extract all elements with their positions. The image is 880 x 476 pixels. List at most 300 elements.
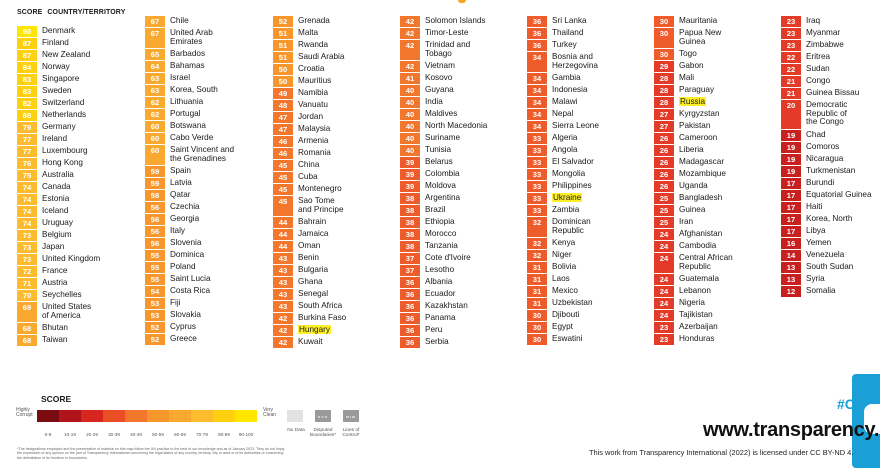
country-name-text: Poland — [170, 262, 196, 272]
country-row — [273, 229, 346, 240]
disputed-swatch — [315, 410, 331, 422]
country-name — [420, 145, 451, 155]
country-name — [674, 193, 722, 203]
country-row — [781, 16, 872, 27]
country-row — [273, 337, 346, 348]
country-name-text: Iran — [679, 217, 694, 227]
country-row — [273, 88, 346, 99]
score-badge: 17 — [781, 202, 801, 213]
country-row — [273, 265, 346, 276]
country-name-text: Guatemala — [679, 274, 720, 284]
country-name-text: Djibouti — [552, 310, 580, 320]
score-badge: 23 — [781, 28, 801, 39]
country-name-text: Cambodia — [679, 241, 717, 251]
country-name — [674, 85, 714, 95]
country-name-text: Bahrain — [298, 217, 327, 227]
score-badge: 63 — [145, 85, 165, 96]
country-name-text: Serbia — [425, 337, 449, 347]
score-badge: 36 — [400, 301, 420, 312]
country-row — [17, 86, 100, 97]
country-name — [293, 337, 323, 347]
score-badge: 44 — [273, 241, 293, 252]
score-badge: 52 — [145, 322, 165, 333]
country-name — [37, 206, 68, 216]
country-name — [674, 157, 724, 167]
country-name-text: Niger — [552, 250, 572, 260]
country-row — [527, 109, 599, 120]
country-name-text: Thailand — [552, 28, 584, 37]
country-row — [527, 262, 599, 273]
score-badge: 36 — [400, 313, 420, 324]
country-name-text: Slovenia — [170, 238, 202, 248]
country-name — [547, 73, 581, 83]
country-row — [527, 310, 599, 321]
country-row — [273, 172, 346, 183]
score-badge: 59 — [145, 178, 165, 189]
country-name — [37, 146, 88, 156]
country-name-text: United States of America — [42, 302, 92, 320]
country-row — [654, 274, 733, 285]
country-row — [654, 16, 733, 27]
country-name — [293, 325, 331, 335]
country-name-text: Azerbaijan — [679, 322, 718, 332]
score-badge: 32 — [527, 238, 547, 249]
country-name — [37, 134, 67, 144]
country-row — [654, 133, 733, 144]
country-row — [17, 230, 100, 241]
country-name — [293, 241, 320, 251]
score-badge: 44 — [273, 217, 293, 228]
country-row — [145, 310, 234, 321]
country-name-text: Luxembourg — [42, 146, 88, 155]
score-badge: 45 — [273, 172, 293, 183]
country-name — [420, 85, 454, 95]
score-badge: 83 — [17, 86, 37, 97]
country-row — [145, 133, 234, 144]
score-badge: 43 — [273, 277, 293, 288]
country-name-text: Panama — [425, 313, 456, 323]
country-name-text: Brazil — [425, 205, 446, 215]
country-row — [781, 202, 872, 213]
country-name-text: El Salvador — [552, 157, 594, 167]
score-badge: 43 — [273, 301, 293, 312]
country-name-text: Bolivia — [552, 262, 577, 272]
country-row — [527, 181, 599, 192]
country-name-text: Tanzania — [425, 241, 458, 251]
score-badge: 37 — [400, 265, 420, 276]
country-name — [674, 133, 717, 143]
country-name — [37, 110, 86, 120]
country-name-text: Germany — [42, 122, 76, 131]
country-row — [400, 40, 487, 60]
country-name — [801, 16, 820, 26]
country-name-text: Belgium — [42, 230, 72, 239]
score-badge: 17 — [781, 190, 801, 201]
score-badge: 68 — [17, 323, 37, 334]
country-name-text: Latvia — [170, 178, 192, 188]
legend-color-scale — [37, 410, 257, 422]
country-name-text: Argentina — [425, 193, 461, 203]
country-name-text: Taiwan — [42, 335, 68, 345]
country-name — [420, 217, 455, 227]
country-name — [801, 190, 872, 200]
country-row — [145, 28, 234, 48]
score-badge: 65 — [145, 49, 165, 60]
country-row — [145, 49, 234, 60]
country-row — [654, 286, 733, 297]
score-badge: 42 — [400, 61, 420, 72]
country-name — [801, 250, 844, 260]
country-name-text: Saint Vincent and the Grenadines — [170, 145, 235, 163]
country-name-text: Zambia — [552, 205, 580, 215]
country-name — [293, 217, 326, 227]
country-name-text: Turkmenistan — [806, 165, 856, 175]
country-name — [420, 337, 449, 347]
score-badge: 43 — [273, 265, 293, 276]
country-name — [420, 16, 486, 26]
country-name — [293, 136, 329, 146]
country-name — [293, 289, 328, 299]
country-name — [37, 335, 68, 345]
country-row — [654, 109, 733, 120]
country-row — [145, 298, 234, 309]
score-badge: 38 — [400, 205, 420, 216]
country-row — [654, 49, 733, 60]
country-name — [420, 253, 471, 263]
country-name — [165, 97, 203, 107]
country-name — [293, 88, 328, 98]
country-row — [400, 133, 487, 144]
score-badge: 46 — [273, 136, 293, 147]
country-name — [37, 38, 69, 48]
score-badge: 36 — [527, 28, 547, 39]
legend-range-label: 90-100 — [238, 432, 254, 437]
country-row — [273, 289, 346, 300]
score-badge: 32 — [527, 250, 547, 261]
country-name-text: North Macedonia — [425, 121, 488, 131]
country-row — [400, 28, 487, 39]
country-row — [145, 166, 234, 177]
country-name-text: Romania — [298, 148, 331, 157]
country-row — [145, 178, 234, 189]
score-badge: 34 — [527, 73, 547, 84]
country-name — [801, 178, 834, 188]
country-name — [293, 265, 328, 275]
country-name — [674, 286, 711, 296]
country-row — [273, 124, 346, 135]
country-row — [17, 302, 100, 322]
score-badge: 79 — [17, 122, 37, 133]
country-name-text: Mozambique — [679, 169, 726, 179]
score-badge: 17 — [781, 214, 801, 225]
country-row — [527, 286, 599, 297]
country-row — [145, 121, 234, 132]
country-name-text: Mauritania — [679, 16, 718, 25]
country-name — [293, 196, 344, 214]
country-name — [674, 217, 693, 227]
country-name — [547, 334, 583, 344]
country-name — [801, 142, 839, 152]
score-badge: 22 — [781, 52, 801, 63]
country-name — [801, 214, 852, 224]
country-name — [420, 133, 460, 143]
country-name — [547, 109, 573, 119]
country-name-text: Albania — [425, 277, 453, 287]
country-name — [165, 121, 206, 131]
country-row — [17, 254, 100, 265]
country-row — [17, 38, 100, 49]
country-row — [145, 61, 234, 72]
disclaimer-text: *The designations employed and the presentation of material on this map follow the UN practice to the best of our knowledge and as of January 2023. They do not imply the expression of any opinion on the part of Transparency International concerning the legal status of any country, territory, city or area or of its authorities or concerning the delimitation of its frontiers or boundaries. — [17, 447, 285, 460]
country-row — [273, 112, 346, 123]
country-name — [37, 158, 83, 168]
country-row — [17, 62, 100, 73]
no-data-swatch — [287, 410, 303, 422]
country-name — [547, 205, 579, 215]
country-row — [145, 322, 234, 333]
score-badge: 50 — [273, 64, 293, 75]
country-name-text: Cyprus — [170, 322, 196, 332]
country-name-text: Laos — [552, 274, 570, 284]
country-name — [547, 52, 598, 70]
country-row — [527, 73, 599, 84]
score-badge: 52 — [145, 334, 165, 345]
score-badge: 63 — [145, 73, 165, 84]
country-name-text: Paraguay — [679, 85, 715, 95]
country-name — [293, 301, 342, 311]
country-name — [420, 229, 456, 239]
country-row — [400, 277, 487, 288]
country-row — [781, 214, 872, 225]
score-badge: 24 — [654, 286, 674, 297]
country-row — [400, 241, 487, 252]
country-row — [145, 145, 234, 165]
country-name — [674, 229, 722, 239]
country-name — [420, 28, 468, 38]
country-row — [273, 76, 346, 87]
score-badge: 75 — [17, 170, 37, 181]
score-badge: 23 — [654, 334, 674, 345]
score-badge: 38 — [400, 229, 420, 240]
country-name-text: Algeria — [552, 133, 578, 143]
country-row — [17, 194, 100, 205]
legend-range-label: 70-79 — [196, 432, 208, 437]
score-badge: 38 — [400, 241, 420, 252]
country-row — [17, 290, 100, 301]
country-name — [165, 73, 190, 83]
country-name — [674, 109, 720, 119]
country-row — [17, 278, 100, 289]
score-badge: 36 — [400, 337, 420, 348]
score-badge: 30 — [527, 322, 547, 333]
legend-range-label: 60-69 — [174, 432, 186, 437]
country-name — [420, 193, 460, 203]
country-row — [781, 166, 872, 177]
country-name — [547, 133, 578, 143]
country-name — [37, 278, 67, 288]
country-name — [420, 205, 445, 215]
country-name — [37, 74, 79, 84]
country-name — [165, 226, 185, 236]
country-name-text: Philippines — [552, 181, 592, 191]
country-name-text: Switzerland — [42, 98, 85, 107]
score-badge: 42 — [400, 40, 420, 60]
country-row — [273, 148, 346, 159]
country-name — [674, 169, 726, 179]
country-name-text: United Arab Emirates — [170, 28, 213, 46]
country-name-text: Turkey — [552, 40, 577, 49]
country-name-text: Netherlands — [42, 110, 87, 119]
legend-range-label: 10-19 — [64, 432, 76, 437]
score-badge: 55 — [145, 250, 165, 261]
country-name — [37, 62, 70, 72]
score-badge: 42 — [400, 28, 420, 39]
country-row — [527, 238, 599, 249]
country-name-text: Nepal — [552, 109, 574, 119]
country-row — [145, 226, 234, 237]
legend-swatch — [235, 410, 257, 422]
ranking-column — [781, 16, 872, 298]
score-badge: 59 — [145, 166, 165, 177]
country-name-text: South Africa — [298, 301, 343, 311]
country-name-text: Ethiopia — [425, 217, 455, 227]
country-row — [781, 178, 872, 189]
country-row — [400, 121, 487, 132]
score-badge: 13 — [781, 262, 801, 273]
country-row — [527, 193, 599, 204]
country-row — [17, 206, 100, 217]
country-row — [400, 85, 487, 96]
score-badge: 39 — [400, 181, 420, 192]
country-name-text: Sierra Leone — [552, 121, 599, 131]
country-row — [400, 73, 487, 84]
country-row — [781, 88, 872, 99]
country-name-text: Fiji — [170, 298, 181, 308]
score-badge: 30 — [654, 28, 674, 48]
score-badge: 41 — [400, 73, 420, 84]
control-swatch — [343, 410, 359, 422]
country-name — [293, 160, 319, 170]
country-name-text: Chad — [806, 129, 826, 139]
score-badge: 87 — [17, 38, 37, 49]
country-row — [654, 193, 733, 204]
country-name-text: Rwanda — [298, 40, 329, 49]
country-name-text: Costa Rica — [170, 286, 211, 296]
country-name-text: Iceland — [42, 206, 69, 215]
country-name — [547, 286, 578, 296]
country-name-text: Guyana — [425, 85, 454, 95]
country-name — [801, 166, 855, 176]
country-name — [420, 61, 455, 71]
country-row — [17, 182, 100, 193]
country-name — [547, 193, 582, 203]
legend-swatch — [213, 410, 235, 422]
country-name — [547, 238, 575, 248]
score-badge: 74 — [17, 182, 37, 193]
country-row — [17, 335, 100, 346]
country-name-text: Kosovo — [425, 73, 453, 83]
score-badge: 28 — [654, 73, 674, 84]
score-badge: 26 — [654, 145, 674, 156]
country-name-text: Ecuador — [425, 289, 456, 299]
country-name-text: Pakistan — [679, 121, 711, 131]
score-badge: 51 — [273, 40, 293, 51]
country-row — [273, 277, 346, 288]
country-row — [273, 16, 346, 27]
disputed-dash-icon — [315, 411, 331, 423]
score-badge: 39 — [400, 169, 420, 180]
country-name-text: Bhutan — [42, 323, 68, 333]
country-name-text: Spain — [170, 166, 191, 176]
score-badge: 34 — [527, 52, 547, 72]
country-row — [781, 154, 872, 165]
website-url[interactable]: www.transparency. — [703, 419, 880, 441]
country-row — [654, 253, 733, 273]
country-name-text: Gabon — [679, 61, 704, 71]
country-row — [527, 250, 599, 261]
country-name — [165, 202, 200, 212]
score-badge: 40 — [400, 109, 420, 120]
score-badge: 38 — [400, 217, 420, 228]
country-row — [17, 218, 100, 229]
country-name-text: Venezuela — [806, 249, 845, 259]
score-badge: 33 — [527, 169, 547, 180]
country-row — [654, 310, 733, 321]
country-name-text: Norway — [42, 62, 70, 71]
country-row — [781, 286, 872, 297]
country-row — [145, 97, 234, 108]
score-badge: 77 — [17, 134, 37, 145]
country-name — [293, 100, 328, 110]
country-row — [273, 52, 346, 63]
country-name — [801, 238, 831, 248]
country-name — [801, 202, 822, 212]
country-row — [273, 100, 346, 111]
legend-highly-corrupt — [16, 408, 33, 419]
country-row — [527, 334, 599, 345]
country-name — [293, 172, 318, 182]
score-badge: 19 — [781, 166, 801, 177]
country-name-text: Nicaragua — [806, 153, 844, 163]
legend-swatch — [37, 410, 59, 422]
score-badge: 24 — [654, 241, 674, 252]
score-badge: 43 — [273, 253, 293, 264]
country-name — [547, 217, 591, 235]
country-row — [273, 253, 346, 264]
country-name-text: Malaysia — [298, 124, 331, 133]
country-row — [17, 110, 100, 121]
score-badge: 60 — [145, 133, 165, 144]
country-row — [654, 169, 733, 180]
ranking-column — [273, 16, 346, 349]
country-name-text: Gambia — [552, 73, 581, 83]
country-name-text: Libya — [806, 225, 826, 235]
country-name — [420, 40, 470, 58]
country-name — [293, 313, 346, 323]
country-name — [37, 254, 100, 264]
country-name-text: Kuwait — [298, 337, 323, 347]
score-badge: 31 — [527, 298, 547, 309]
country-row — [400, 217, 487, 228]
country-name — [547, 85, 588, 95]
score-badge: 26 — [654, 169, 674, 180]
country-name — [420, 121, 487, 131]
country-row — [400, 181, 487, 192]
country-name — [801, 286, 836, 296]
country-name-text: Comoros — [806, 141, 840, 151]
country-row — [654, 217, 733, 228]
country-row — [17, 158, 100, 169]
